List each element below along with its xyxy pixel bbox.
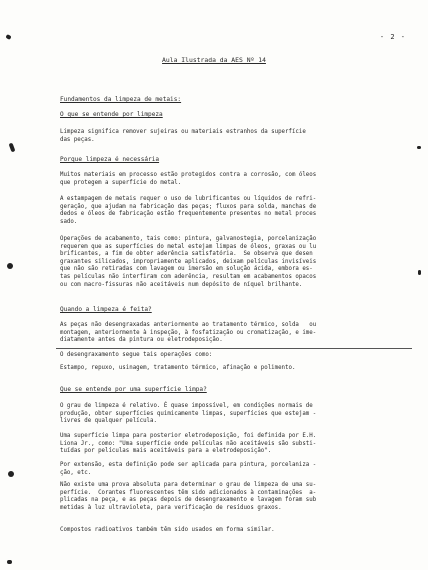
scan-speck-mark	[417, 146, 421, 149]
paragraph-grau-limpeza: O grau de limpeza é relativo. É quase impossível, em condições normais de produção, obter superfícies quimicamente limpas, superfícies que estejam - livres de qualquer película.	[60, 403, 317, 425]
punch-hole-mark	[9, 143, 16, 153]
paragraph-estampagem: A estampagem de metais requer o uso de lubrificantes ou líquidos de refri- geração, que ajudam na fabricação das peças; fluxos para solda, manchas de dedos e óleos de fabricação estão frequentemente presentes no metal proces sado.	[60, 196, 317, 225]
paragraph-operacoes-acabamento: Operações de acabamento, tais como: pintura, galvanostegia, porcelanização requerem que as superfícies do metal estejam limpas de óleos, graxas ou lu brificantes, a fim de obter aderência satisfatória. Se observa que desen graxantes silicados, impropriamente aplicados, deixam películas invisíveis que não são retiradas com lavagem ou imersão em solução ácida, embora es- tas películas não interfiram com aderência, resultam em acabamentos opacos ou com macro-fissuras não aceitáveis num depósito de níquel brilhante.	[60, 236, 317, 288]
punch-hole-mark	[5, 34, 11, 40]
heading-quando-limpeza: Quando a limpeza é feita?	[60, 306, 152, 313]
page-title: Aula Ilustrada da AES Nº 14	[162, 56, 266, 64]
heading-o-que-limpeza: O que se entende por limpeza	[60, 111, 163, 118]
heading-superficie-limpa: Que se entende por uma superfície limpa?	[60, 386, 207, 393]
paragraph-pecas-desengraxadas: As peças não desengraxadas anteriormente ao tratamento térmico, solda ou montagem, anteriormente à inspeção, à fosfatização ou cromatização, e ime- diatamente antes da pintura ou eletrodeposição.	[60, 322, 317, 344]
paragraph-materiais-protegidos: Muitos materiais em processo estão protegidos contra a corrosão, com óleos que protegem a superfície do metal.	[60, 172, 317, 186]
divider-line	[56, 348, 412, 349]
paragraph-extensao: Por extensão, esta definição pode ser aplicada para pintura, porcelaniza - ção, etc.	[60, 462, 317, 476]
page-number: - 2 -	[379, 33, 406, 41]
heading-fundamentos: Fundamentos da limpeza de metais:	[60, 96, 182, 103]
scan-speck-mark	[418, 270, 421, 275]
paragraph-desengraxamento: O desengraxamento segue tais operações como:	[60, 352, 213, 358]
punch-hole-mark	[7, 263, 13, 269]
paragraph-definicao: Limpeza significa remover sujeiras ou materiais estranhos da superfície das peças.	[60, 129, 306, 143]
paragraph-operacoes-lista: Estampo, repuxo, usinagem, tratamento térmico, afinação e polimento.	[60, 365, 296, 371]
punch-hole-mark	[7, 560, 12, 564]
paragraph-compostos-radioativos: Compostos radioativos também têm sido usados em forma similar.	[60, 527, 275, 533]
punch-hole-mark	[8, 471, 14, 477]
paragraph-definicao-lions: Uma superfície limpa para posterior eletrodeposição, foi definida por E.H. Liona Jr., como: "Uma superfície onde películas não aceitáveis são substi- tuídas por películas mais aceitáveis para a eletrodeposição".	[60, 433, 317, 455]
paragraph-prova-absoluta: Não existe uma prova absoluta para determinar o grau de limpeza de uma su- perfície. Corantes fluorescentes têm sido adicionados à contaminações a- plicadas na peça, e as peças depois de desengraxamento e lavagem foram sub metidas à luz ultravioleta, para verificação de resíduos graxos.	[60, 482, 317, 511]
heading-porque-limpeza: Porque limpeza é necessária	[60, 156, 160, 163]
